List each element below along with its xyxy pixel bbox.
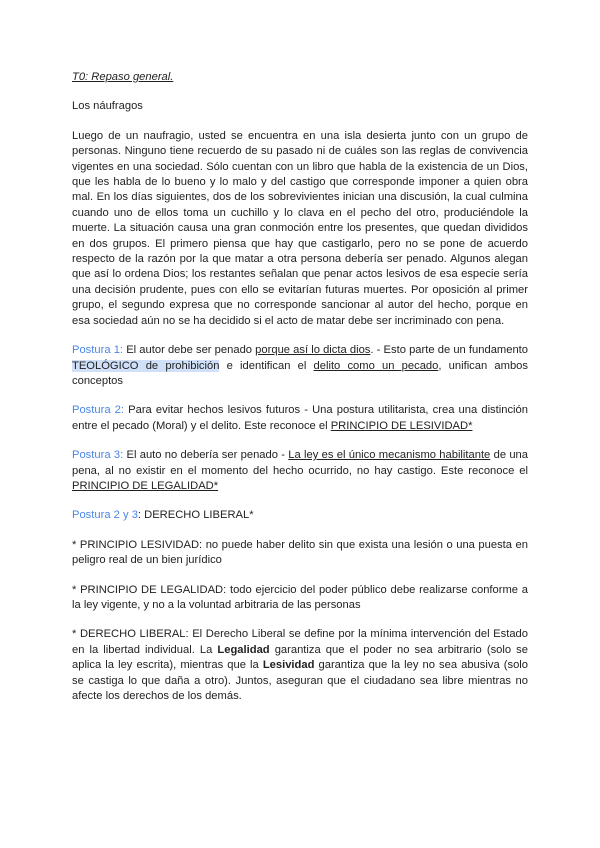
definition-derecho-liberal: [72, 627, 528, 704]
postura-3-text-2: de una pena, al no existir en el momento del hecho ocurrido, no hay castigo. Este reconoce el: [72, 449, 529, 477]
derecho-liberal-text-1: * DERECHO LIBERAL: El Derecho Liberal se define por la mínima intervención del Estado en la libertad individual. La: [72, 628, 528, 656]
postura-1-text-1: El autor debe ser penado: [123, 344, 256, 357]
derecho-liberal-bold-lesividad: Lesividad: [262, 659, 315, 672]
intro-paragraph: Luego de un naufragio, usted se encuentra en una isla desierta junto con un grupo de personas. Ninguno tiene recuerdo de su pasado ni de cuáles son las reglas de convivencia vigentes en una sociedad. Sólo cuentan con un libro que habla de la existencia de un Dios, que les habla de lo bueno y lo malo y del castigo que corresponde imponer a quien obra mal. En los días siguientes, dos de los sobrevivientes inician una discusión, la cual culmina cuando uno de ellos toma un cuchillo y lo clava en el pecho del otro, produciéndole la muerte. La situación causa una gran conmoción entre los presentes, que quedan divididos en dos grupos. El primero piensa que hay que castigarlo, pero no se pone de acuerdo respecto de la razón por la que matar a otra persona debería ser penado. Algunos alegan que así lo ordena Dios; los restantes señalan que penar actos lesivos de esa especie sería una decisión prudente, pues con ello se evitarían futuras muertes. Por oposición al primer grupo, el segundo expresa que no corresponde sancionar al autor del hecho, porque en esa sociedad aún no se ha decidido si el acto de matar debe ser incriminado con pena.: [72, 129, 528, 327]
section-heading: Los náufragos: [72, 100, 143, 113]
definition-lesividad: * PRINCIPIO LESIVIDAD: no puede haber delito sin que exista una lesión o una puesta en peligro real de un bien jurídico: [72, 538, 528, 567]
postura-2-text-1: Para evitar hechos lesivos futuros - Una postura utilitarista, crea una distinción entre el pecado (Moral) y el delito. Este reconoce el: [72, 404, 528, 432]
postura-2-y-3-text: : DERECHO LIBERAL*: [137, 509, 254, 522]
postura-2-label: Postura 2:: [72, 404, 125, 417]
postura-3-text-1: El auto no debería ser penado -: [123, 449, 289, 462]
definition-legalidad: * PRINCIPIO DE LEGALIDAD: todo ejercicio del poder público debe realizarse conforme a la ley vigente, y no a la voluntad arbitraria de las personas: [72, 583, 528, 611]
derecho-liberal-text-2: garantiza que el poder no sea arbitrario (solo se aplica la ley escrita), mientras que la: [72, 643, 528, 672]
postura-3-underlined-1: La ley es el único mecanismo habilitante: [288, 449, 491, 462]
document-title: T0: Repaso general.: [72, 71, 174, 83]
postura-2-y-3-label: Postura 2 y 3: [72, 509, 138, 522]
derecho-liberal-bold-legalidad: Legalidad: [217, 643, 270, 656]
postura-1-text-4: , unifican ambos conceptos: [72, 359, 528, 387]
postura-3-label: Postura 3:: [72, 449, 124, 462]
postura-1-underlined-1: porque así lo dicta dios: [255, 344, 371, 357]
postura-2-paragraph: [72, 403, 528, 434]
postura-1-text-2: . - Esto parte de un fundamento: [370, 344, 529, 357]
postura-1-underlined-2: delito como un pecado: [313, 359, 439, 372]
postura-1-paragraph: [72, 343, 528, 389]
postura-3-underlined-2: PRINCIPIO DE LEGALIDAD*: [72, 479, 219, 492]
derecho-liberal-text-3: garantiza que la ley no sea abusiva (solo se castiga lo que daña a otro). Juntos, aseguran que el ciudadano sea libre mientras no afecte los derechos de los demás.: [72, 659, 528, 702]
postura-1-text-3: e identifican el: [219, 359, 314, 372]
postura-2-y-3-paragraph: [72, 508, 528, 523]
postura-2-underlined: PRINCIPIO DE LESIVIDAD*: [330, 419, 473, 432]
postura-3-paragraph: [72, 448, 528, 494]
postura-1-label: Postura 1:: [72, 344, 124, 357]
postura-1-highlight: TEOLÓGICO de prohibición: [72, 359, 220, 372]
document-content: [72, 70, 528, 718]
